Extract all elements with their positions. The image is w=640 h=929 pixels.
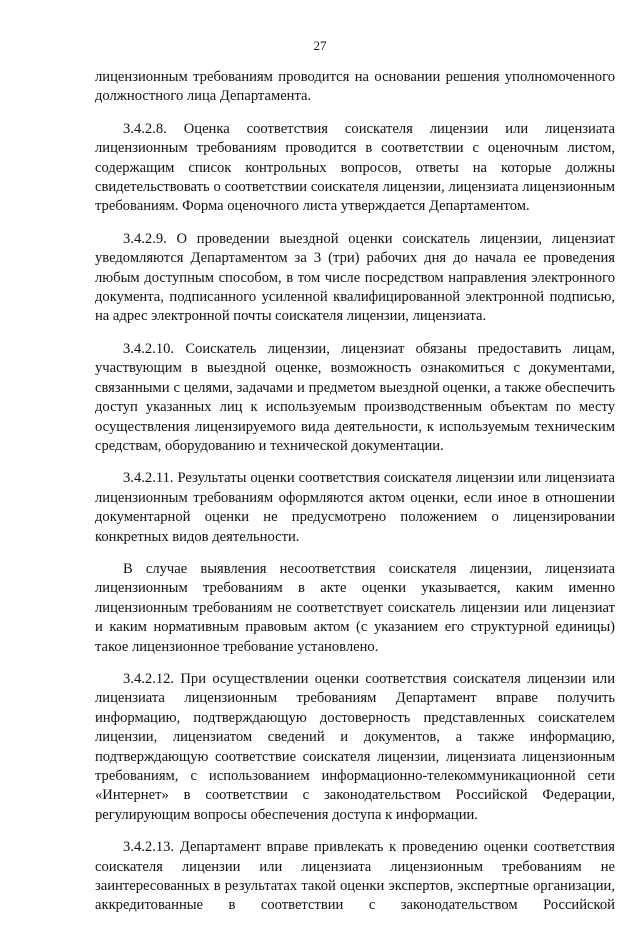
paragraph-3-4-2-10: 3.4.2.10. Соискатель лицензии, лицензиат обязаны предоставить лицам, участвующим в выездной оценке, возможность ознакомиться с документами, связанными с целями, задачами и предметом выездной оценки, а также обеспечить доступ указанных лиц к используемым производственным объектам по месту осуществления лицензируемого вида деятельности, к используемым техническим средствам, оборудованию и технической документации.	[95, 340, 615, 454]
paragraph-3-4-2-12: 3.4.2.12. При осуществлении оценки соответствия соискателя лицензии или лицензиата лицензионным требованиям Департамент вправе получить информацию, подтверждающую достоверность представленных соискателем лицензии, лицензиатом сведений и документов, а также информацию, подтверждающую соответствие соискателя лицензии, лицензиата лицензионным требованиям, с использованием информационно-телекоммуникационной сети «Интернет» в соответствии с законодательством Российской Федерации, регулирующим вопросы обеспечения доступа к информации.	[95, 670, 615, 823]
page-body	[95, 68, 615, 929]
page-number: 27	[313, 38, 327, 53]
paragraph-3-4-2-8: 3.4.2.8. Оценка соответствия соискателя лицензии или лицензиата лицензионным требованиям проводится в соответствии с оценочным листом, содержащим список контрольных вопросов, ответы на которые должны свидетельствовать о соответствии соискателя лицензии, лицензиата лицензионным требованиям. Форма оценочного листа утверждается Департаментом.	[95, 120, 615, 215]
paragraph-continuation: лицензионным требованиям проводится на основании решения уполномоченного должностного лица Департамента.	[95, 69, 615, 105]
paragraph-3-4-2-13: 3.4.2.13. Департамент вправе привлекать к проведению оценки соответствия соискателя лицензии или лицензиата лицензионным требованиям не заинтересованных в результатах такой оценки экспертов, экспертные организации, аккредитованные в соответствии с законодательством Российской	[95, 839, 615, 914]
paragraph-3-4-2-11: 3.4.2.11. Результаты оценки соответствия соискателя лицензии или лицензиата лицензионным требованиям оформляются актом оценки, если иное в отношении документарной оценки не предусмотрено положением о лицензировании конкретных видов деятельности.	[95, 470, 615, 545]
paragraph-nonconformity: В случае выявления несоответствия соискателя лицензии, лицензиата лицензионным требованиям в акте оценки указывается, каким именно лицензионным требованиям не соответствует соискатель лицензии или лицензиат и каким нормативным правовым актом (с указанием его структурной единицы) такое лицензионное требование установлено.	[95, 560, 615, 655]
paragraph-3-4-2-9: 3.4.2.9. О проведении выездной оценки соискатель лицензии, лицензиат уведомляются Департаментом за 3 (три) рабочих дня до начала ее проведения любым доступным способом, в том числе посредством направления электронного документа, подписанного усиленной квалифицированной электронной подписью, на адрес электронной почты соискателя лицензии, лицензиата.	[95, 230, 615, 325]
